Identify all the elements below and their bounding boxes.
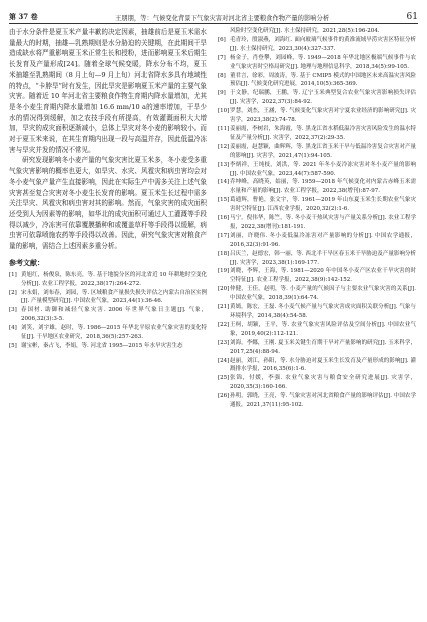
reference-number: [7]	[218, 54, 226, 61]
reference-number: [18]	[218, 250, 230, 257]
reference-text: 刘丽，许晓伟. 冬小麦低温冷冻害对产量影响的分析[J]. 中国农学通报，2016,32(3):91-96.	[230, 232, 416, 248]
reference-text: 谢宝彬，秦占飞，李娟，等. 河北省 1995—2015 年水旱灾害生态	[21, 343, 183, 350]
reference-text: 董君言，徐彩，周波涛，等. 基于 CMIP5 模式的中国地区未来高温灾害风险预估[J]. 气候变化研究进展，2014,10(5):365-369.	[230, 72, 416, 88]
reference-item	[218, 267, 416, 285]
reference-number: [9]	[218, 90, 226, 97]
reference-text: 罗慧，刘杰，王涵，等. 气候变化气象灾害对宁夏农业经济的影响研究[J]. 灾害学，2023,38(2):74-78.	[230, 108, 416, 124]
reference-text: 李炳祥，王纯枝，刘洪，等. 2021 年冬小麦冷冻灾害对冬小麦产量的影响[J]. 中国农业气象，2023,44(7):587-590.	[230, 161, 416, 177]
reference-item	[218, 321, 416, 339]
reference-item	[218, 178, 416, 196]
reference-text: 姜丽霞，李树岩，朱海霞，等. 黑龙江省水稻低温冷害灾害风险发生的温水特征及产量分析[J]. 灾害学，2022,37(2):29-35.	[230, 125, 416, 141]
reference-item	[218, 72, 416, 90]
reference-item	[218, 36, 416, 54]
reference-item	[218, 285, 416, 303]
reference-text: 毛青玲，殷淑燕，刘海红. 面向玻璃气候事件的黄淮流域旱涝灾害区特征分析[J]. 水土保持研究，2023,30(4):327-337.	[230, 36, 416, 52]
reference-number: [3]	[9, 307, 17, 314]
reference-text: 孙明，郭晓，王亮，等. 气象灾害对河北省粮食产量的影响评估[J]. 中国农学通报，2021,37(11):95-102.	[230, 393, 416, 409]
body-paragraph-1: 由于水分条件是夏玉米产量丰歉的决定因素，抽雄前后是夏玉米需水量最大的时期，抽雄—乳熟期则是水分胁迫的关键期，在此期间干旱造成缺水将严重影响夏玉米正常生长和授粉，进而影响夏玉米后期生长发育及产量形成[24]。随着全球气候变暖，降水分布不均，夏玉米抽雄至乳熟期间（8 月上旬—9 月上旬）河北省降水多具有地域性的特点，“卡脖旱”时有发生，因此旱灾是影响夏玉米产量的主要气象灾害。随着近 10 年河北省主要粮食作物生育期内降水量增加，尤其是冬小麦生育期内降水量增加 16.6 mm/10 a的速率增加，干旱少水的情况得到缓解，加之农技手段有所提高，有效灌溉面积大大增加，旱灾的成灾面积逐渐减小，总体上旱灾对冬小麦的影响较小。而对于夏玉米来说，在其生育期内出现一段与高温并存，因此低温冷冻害与旱灾并发的情况不常见。	[9, 28, 207, 154]
reference-text: 张锦，付媛，李强. 农业气象灾害与粮食安全研究进展[J]. 灾害学，2020,35(3):160-166.	[230, 375, 416, 391]
reference-number: [2]	[9, 289, 17, 296]
reference-text: 刘笑，刘宇雄，赵时，等. 1986—2015 年华北平原农业气象灾害的变化特征[J]. 干旱地区农业研究，2018,36(5):257-263.	[21, 325, 207, 341]
reference-item	[218, 27, 416, 36]
reference-text: 宋永娟，刘布春，刘园，等. 区域粮食产量损失损失评估之内蒙古自治区实例[J]. 产量模型研究[J]. 中国农业气象，2023,44(1):36-46.	[21, 289, 207, 305]
reference-text: 黄旭红，杨俊泉，陈东亮，等. 基于地貌分区的河北省近 10 年耕地时空变化分析[J]. 农业工程学报，2022,38(17):264-272.	[21, 271, 207, 287]
reference-number: [1]	[9, 271, 17, 278]
reference-text: 马宁，倪伟华，陈竺，等. 冬小麦干热风灾害与产量关系分析[J]. 农业工程学报，2022,38(增刊):181-191.	[230, 215, 416, 230]
reference-text: 刘晓，李辉，王海，等. 1981—2020 年中国冬小麦产区农业干旱灾害的时空特征[J]. 农业工程学报，2022,38(9):142-152.	[230, 268, 416, 284]
reference-item	[218, 392, 416, 410]
running-title: 王朋朋，等：气候变化背景下气象灾害对河北省主要粮食作物产量的影响分析	[115, 15, 330, 22]
page-number: 61	[406, 12, 418, 22]
volume-label: 第 37 卷	[9, 12, 38, 21]
reference-item	[218, 214, 416, 232]
reference-number: [22]	[218, 321, 230, 328]
reference-item	[218, 54, 416, 72]
reference-number: [11]	[218, 125, 230, 132]
reference-item	[9, 306, 207, 324]
reference-text: 姜丽霞，赵慧颖，曲辉辉，等. 黑龙江省玉米干旱与低温冷害复合灾害对产量的影响[J]. 灾害学，2021,47(1):94-105.	[230, 143, 416, 159]
reference-number: [19]	[218, 268, 230, 275]
reference-list-left	[9, 271, 207, 351]
reference-item	[218, 196, 416, 214]
reference-number: [23]	[218, 339, 230, 346]
reference-number: [15]	[218, 197, 230, 204]
reference-number: [16]	[218, 215, 230, 222]
reference-text: 于文静，纪瑞鹏，王鹏，等. 辽宁玉米典型复合农业气象灾害影响损失评估[J]. 灾害学，2022,37(3):84-92.	[230, 90, 416, 106]
reference-item	[218, 357, 416, 375]
reference-text: 刘海，李娜，王刚. 夏玉米关键生育期干旱对产量影响的研究[J]. 玉米科学，2017,25(4):88-94.	[230, 339, 416, 355]
reference-item	[218, 250, 416, 268]
right-column	[218, 27, 416, 617]
reference-text: 王柯，胡颖，王平，等. 农业气象灾害风险评估及空间分析[J]. 中国农业气象，2019,40(2):112-121.	[230, 321, 416, 337]
reference-item	[218, 125, 416, 143]
reference-item	[218, 232, 416, 250]
reference-text: 春国材. 助御和减轻气象灾害. 2006 年世界气象日主题[J]. 气象，2006,32(3):3-5.	[21, 307, 207, 323]
reference-list-right	[218, 27, 416, 410]
reference-number: [8]	[218, 72, 226, 79]
references-heading: 参考文献：	[9, 258, 44, 267]
reference-item	[218, 303, 416, 321]
running-header	[9, 8, 418, 22]
reference-text: 葛通辉，曹艳，张文宇，等. 1961—2019 年山东夏玉米生长期农业气象灾害时空特征[J]. 江西农业学报，2020,32(2):1-6.	[230, 197, 416, 213]
left-column	[9, 27, 207, 617]
reference-item	[218, 374, 416, 392]
reference-item	[218, 107, 416, 125]
reference-number: [4]	[9, 325, 17, 332]
reference-item	[9, 342, 207, 351]
reference-text: 赵丽，刘江，孙阳，等. 水分胁迫对夏玉米生长发育及产量形成的影响[J]. 灌溉排水学报，2016,35(6):1-6.	[230, 357, 416, 373]
reference-number: [26]	[218, 393, 230, 400]
reference-item	[9, 271, 207, 289]
reference-text: 乔坤峰，高晓英，姑丽，等. 1959—2018 年气候变化对内蒙古赤峰玉米需水量和产量的影响[J]. 农业工程学报，2022,38(增刊):87-97.	[230, 179, 416, 195]
reference-item	[218, 339, 416, 357]
reference-number: [12]	[218, 143, 230, 150]
reference-text: 仲健，王佳，赵明，等. 小麦产量的气候因子与主要农业气象灾害的关系[J]. 中国农业气象，2018,39(1):64-74.	[230, 286, 416, 302]
reference-item	[9, 324, 207, 342]
reference-item	[218, 143, 416, 161]
reference-item	[9, 289, 207, 307]
reference-number: [24]	[218, 357, 230, 364]
reference-number: [21]	[218, 304, 230, 311]
reference-number	[218, 27, 230, 36]
reference-number: [6]	[218, 36, 226, 43]
reference-text: 杨金子，肖登攀，刘园峰，等. 1949—2018 年华北地区极端气候事件与农业气象灾害时空格局研究[J]. 地理与地理信息科学，2018,34(5):99-105.	[230, 54, 416, 70]
reference-text: 风险时空变化研究[J]. 水土保持研究，2021,28(5):196-204.	[230, 28, 380, 34]
reference-number: [5]	[9, 343, 17, 350]
reference-number: [13]	[218, 161, 230, 168]
reference-number: [10]	[218, 108, 230, 115]
reference-item	[218, 89, 416, 107]
reference-number: [14]	[218, 179, 230, 186]
reference-text: 吕庆兰，赵德宏，韩一丽，等. 西北半干旱区春玉米干旱胁迫及产量影响分析[J]. 灾害学，2023,38(1):169-177.	[230, 250, 416, 266]
body-paragraph-2: 研究发现影响冬小麦产量的气象灾害比夏玉米多，冬小麦受多重气象灾害影响的概率也更大，如旱灾、水灾、风雹灾和病虫害均会对冬小麦气象产量产生直接影响，因此在实际生产中需多关注上述气象灾害甚至复合灾害对冬小麦生长发育的影响。夏玉米生长过程中需多关注旱灾、风雹灾和病虫害对其的影响。然而，气象灾害的成灾面积还受到人为因素等的影响，如华北的成灾面积可通过人工灌溉等手段得以减少，冷冻害可依靠覆膜播种和或覆盖草秆等手段得以缓解，病虫害可依靠喷施农药等手段得以改善。因此，研究气象灾害对粮食产量的影响，需结合上述因素多重分析。	[9, 156, 207, 251]
reference-number: [17]	[218, 232, 230, 239]
reference-item	[218, 161, 416, 179]
reference-number: [20]	[218, 286, 230, 293]
reference-number: [25]	[218, 375, 230, 382]
reference-text: 黄嫣，陈宏，王磊. 冬小麦气候产量与气象灾害成灾面积关联分析[J]. 气象与环境科学，2014,38(4):54-58.	[230, 304, 416, 319]
header-rule	[9, 23, 418, 24]
